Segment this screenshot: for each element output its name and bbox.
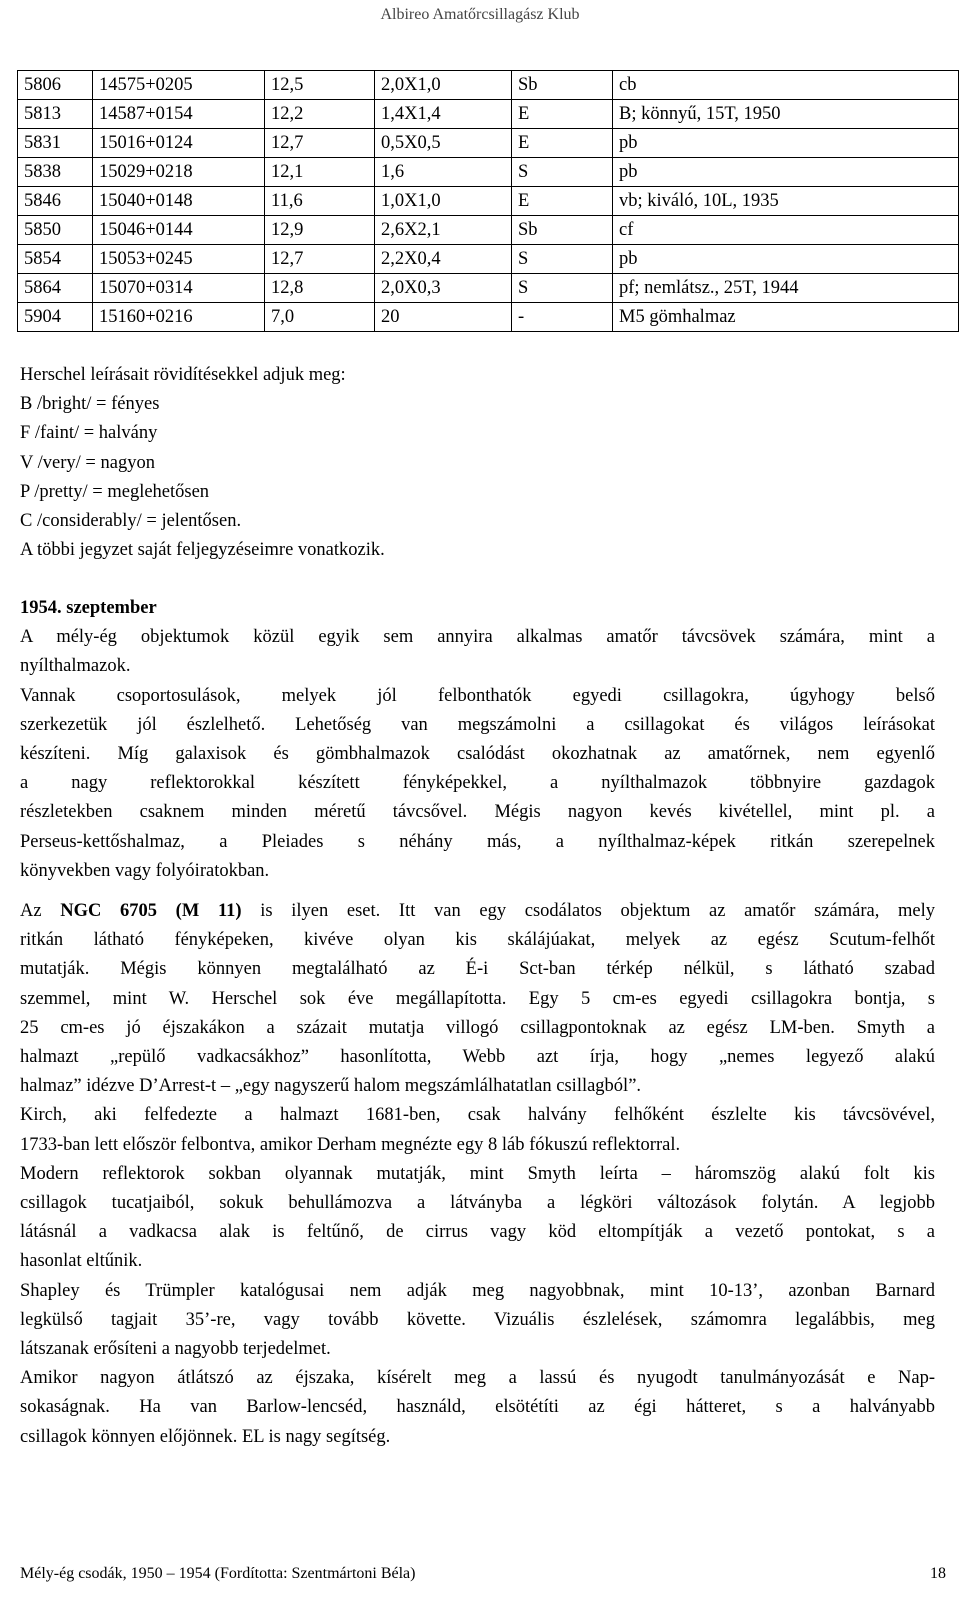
table-row bbox=[18, 245, 959, 274]
table-cell: 7,0 bbox=[265, 303, 375, 332]
m11-section bbox=[20, 897, 935, 1452]
page-number: 18 bbox=[930, 1565, 946, 1582]
paragraph-line: Shapley és Trümpler katalógusai nem adják meg nagyobbnak, mint 10-13’, azonban Barnard bbox=[20, 1280, 935, 1301]
paragraph-line: szerkezetük jól észlelhető. Lehetőség van megszámolni a csillagokat és világos leírásokat bbox=[20, 714, 935, 735]
paragraph-line bbox=[20, 897, 935, 926]
table-cell: 5854 bbox=[18, 245, 93, 274]
table-cell: 15070+0314 bbox=[93, 274, 265, 303]
table-cell: E bbox=[512, 100, 613, 129]
page-header: Albireo Amatőrcsillagász Klub bbox=[380, 6, 580, 23]
table-cell: 14575+0205 bbox=[93, 71, 265, 100]
paragraph-line: részletekben csaknem minden méretű távcsővel. Mégis nagyon kevés kivétellel, mint pl. a bbox=[20, 802, 935, 823]
table-cell: 1,0X1,0 bbox=[375, 187, 512, 216]
notes-line: V /very/ = nagyon bbox=[20, 452, 155, 473]
table-cell: - bbox=[512, 303, 613, 332]
paragraph-line: Vannak csoportosulások, melyek jól felbonthatók egyedi csillagokra, úgyhogy belső bbox=[20, 685, 935, 706]
notes-line: P /pretty/ = meglehetősen bbox=[20, 481, 210, 502]
paragraph-line: csillagok könnyen előjönnek. EL is nagy segítség. bbox=[20, 1426, 391, 1447]
table-cell: cb bbox=[613, 71, 959, 100]
paragraph-line: szemmel, mint W. Herschel sok éve megállapította. Egy 5 cm-es egyedi csillagokra bontja, s bbox=[20, 988, 935, 1009]
paragraph-line: A mély-ég objektumok közül egyik sem annyira alkalmas amatőr távcsövek számára, mint a bbox=[20, 627, 935, 648]
ngc-table bbox=[17, 70, 959, 332]
table-cell: 12,9 bbox=[265, 216, 375, 245]
table-row bbox=[18, 71, 959, 100]
paragraph-line: halmazt „repülő vadkacsákhoz” hasonlította, Webb azt írja, hogy „nemes legyező alakú bbox=[20, 1047, 935, 1068]
paragraph-line: sokaságnak. Ha van Barlow-lencséd, használd, elsötétíti az égi hátteret, s a halványabb bbox=[20, 1397, 935, 1418]
table-row bbox=[18, 100, 959, 129]
paragraph-line: halmaz” idézve D’Arrest-t – „egy nagyszerű halom megszámlálhatatlan csillagból”. bbox=[20, 1076, 642, 1097]
notes-line: F /faint/ = halvány bbox=[20, 423, 158, 444]
table-row bbox=[18, 129, 959, 158]
table-cell: 5846 bbox=[18, 187, 93, 216]
table-cell: S bbox=[512, 245, 613, 274]
notes-line: B /bright/ = fényes bbox=[20, 394, 160, 415]
table-cell: cf bbox=[613, 216, 959, 245]
paragraph-line: Amikor nagyon átlátszó az éjszaka, kísérelt meg a lassú és nyugodt tanulmányozását e Nap- bbox=[20, 1368, 935, 1389]
table-cell: vb; kiváló, 10L, 1935 bbox=[613, 187, 959, 216]
table-cell: 15046+0144 bbox=[93, 216, 265, 245]
table-cell: 0,5X0,5 bbox=[375, 129, 512, 158]
table-cell: 5831 bbox=[18, 129, 93, 158]
section-heading: 1954. szeptember bbox=[20, 598, 157, 618]
table-cell: 15053+0245 bbox=[93, 245, 265, 274]
table-cell: 5850 bbox=[18, 216, 93, 245]
paragraph-line: látszanak erősíteni a nagyobb terjedelmet. bbox=[20, 1339, 331, 1360]
paragraph-line: legkülső tagjait 35’-re, vagy tovább követte. Vizuális észlelések, számomra legalábbis, meg bbox=[20, 1309, 935, 1330]
table-cell: pb bbox=[613, 158, 959, 187]
table-cell: pb bbox=[613, 245, 959, 274]
table-cell: M5 gömhalmaz bbox=[613, 303, 959, 332]
table-cell: 1,4X1,4 bbox=[375, 100, 512, 129]
table-cell: 5813 bbox=[18, 100, 93, 129]
paragraph-line: Kirch, aki felfedezte a halmazt 1681-ben, csak halvány felhőként észlelte kis távcsövével, bbox=[20, 1105, 935, 1126]
table-cell: pb bbox=[613, 129, 959, 158]
table-cell: E bbox=[512, 129, 613, 158]
table-row bbox=[18, 303, 959, 332]
table-cell: 2,6X2,1 bbox=[375, 216, 512, 245]
paragraph-line: Modern reflektorok sokban olyannak mutatják, mint Smyth leírta – háromszög alakú folt kis bbox=[20, 1163, 935, 1184]
paragraph-line: mutatják. Mégis könnyen megtalálható az É-i Sct-ban térkép nélkül, s látható szabad bbox=[20, 959, 935, 980]
table-cell: 5838 bbox=[18, 158, 93, 187]
table-cell: pf; nemlátsz., 25T, 1944 bbox=[613, 274, 959, 303]
table-cell: 15016+0124 bbox=[93, 129, 265, 158]
table-cell: 5864 bbox=[18, 274, 93, 303]
table-cell: E bbox=[512, 187, 613, 216]
footer-text: Mély-ég csodák, 1950 – 1954 (Fordította: Szentmártoni Béla) bbox=[20, 1565, 416, 1582]
table-cell: 12,1 bbox=[265, 158, 375, 187]
notes-line: Herschel leírásait rövidítésekkel adjuk meg: bbox=[20, 365, 346, 385]
table-cell: 12,2 bbox=[265, 100, 375, 129]
table-cell: 12,7 bbox=[265, 129, 375, 158]
table-cell: 11,6 bbox=[265, 187, 375, 216]
table-cell: 2,2X0,4 bbox=[375, 245, 512, 274]
paragraph-line: látásnál a vadkacsa alak is feltűnő, de cirrus vagy köd eltompítják a vezető pontokat, s a bbox=[20, 1222, 935, 1243]
abbreviation-notes bbox=[20, 361, 935, 565]
table-cell: 5904 bbox=[18, 303, 93, 332]
paragraph-line: Perseus-kettőshalmaz, a Pleiades s néhány más, a nyílthalmaz-képek ritkán szerepelnek bbox=[20, 831, 935, 852]
table-cell: 14587+0154 bbox=[93, 100, 265, 129]
table-cell: 12,7 bbox=[265, 245, 375, 274]
paragraph-line: nyílthalmazok. bbox=[20, 656, 131, 677]
table-cell: S bbox=[512, 274, 613, 303]
table-cell: S bbox=[512, 158, 613, 187]
table-cell: 15029+0218 bbox=[93, 158, 265, 187]
table-row bbox=[18, 158, 959, 187]
table-cell: 12,5 bbox=[265, 71, 375, 100]
notes-line: C /considerably/ = jelentősen. bbox=[20, 511, 242, 532]
table-cell: Sb bbox=[512, 71, 613, 100]
table-cell: Sb bbox=[512, 216, 613, 245]
table-row bbox=[18, 187, 959, 216]
table-cell: 2,0X0,3 bbox=[375, 274, 512, 303]
table-row bbox=[18, 274, 959, 303]
table-cell: 1,6 bbox=[375, 158, 512, 187]
paragraph-line: könyvekben vagy folyóiratokban. bbox=[20, 860, 270, 881]
text-run: is ilyen eset. Itt van egy csodálatos objektum az amatőr számára, mely bbox=[241, 901, 935, 921]
table-row bbox=[18, 216, 959, 245]
table-cell: B; könnyű, 15T, 1950 bbox=[613, 100, 959, 129]
section-1954 bbox=[20, 594, 935, 886]
paragraph-line: 1733-ban lett először felbontva, amikor Derham megnézte egy 8 láb fókuszú reflektorral. bbox=[20, 1134, 681, 1155]
table-cell: 2,0X1,0 bbox=[375, 71, 512, 100]
paragraph-line: 25 cm-es jó éjszakákon a százait mutatja villogó csillagpontoknak az egész LM-ben. Smyth a bbox=[20, 1017, 935, 1038]
paragraph-line: ritkán látható fényképeken, kivéve olyan kis skálájúakat, melyek az egész Scutum-felhőt bbox=[20, 930, 935, 951]
table-cell: 12,8 bbox=[265, 274, 375, 303]
paragraph-line: készíteni. Míg galaxisok és gömbhalmazok csalódást okozhatnak az amatőrnek, nem egyenlő bbox=[20, 744, 935, 765]
notes-line: A többi jegyzet saját feljegyzéseimre vonatkozik. bbox=[20, 540, 385, 561]
paragraph-line: a nagy reflektorokkal készített fényképekkel, a nyílthalmazok többnyire gazdagok bbox=[20, 773, 935, 794]
table-cell: 15160+0216 bbox=[93, 303, 265, 332]
table-cell: 15040+0148 bbox=[93, 187, 265, 216]
paragraph-line: csillagok tucatjaiból, sokuk behullámozva a látványba a légköri változások folytán. A legjobb bbox=[20, 1193, 935, 1214]
page-footer bbox=[20, 1565, 946, 1583]
object-name: NGC 6705 (M 11) bbox=[60, 901, 242, 921]
table-cell: 5806 bbox=[18, 71, 93, 100]
text-run: Az bbox=[20, 901, 61, 921]
paragraph-line: hasonlat eltűnik. bbox=[20, 1251, 143, 1272]
table-cell: 20 bbox=[375, 303, 512, 332]
